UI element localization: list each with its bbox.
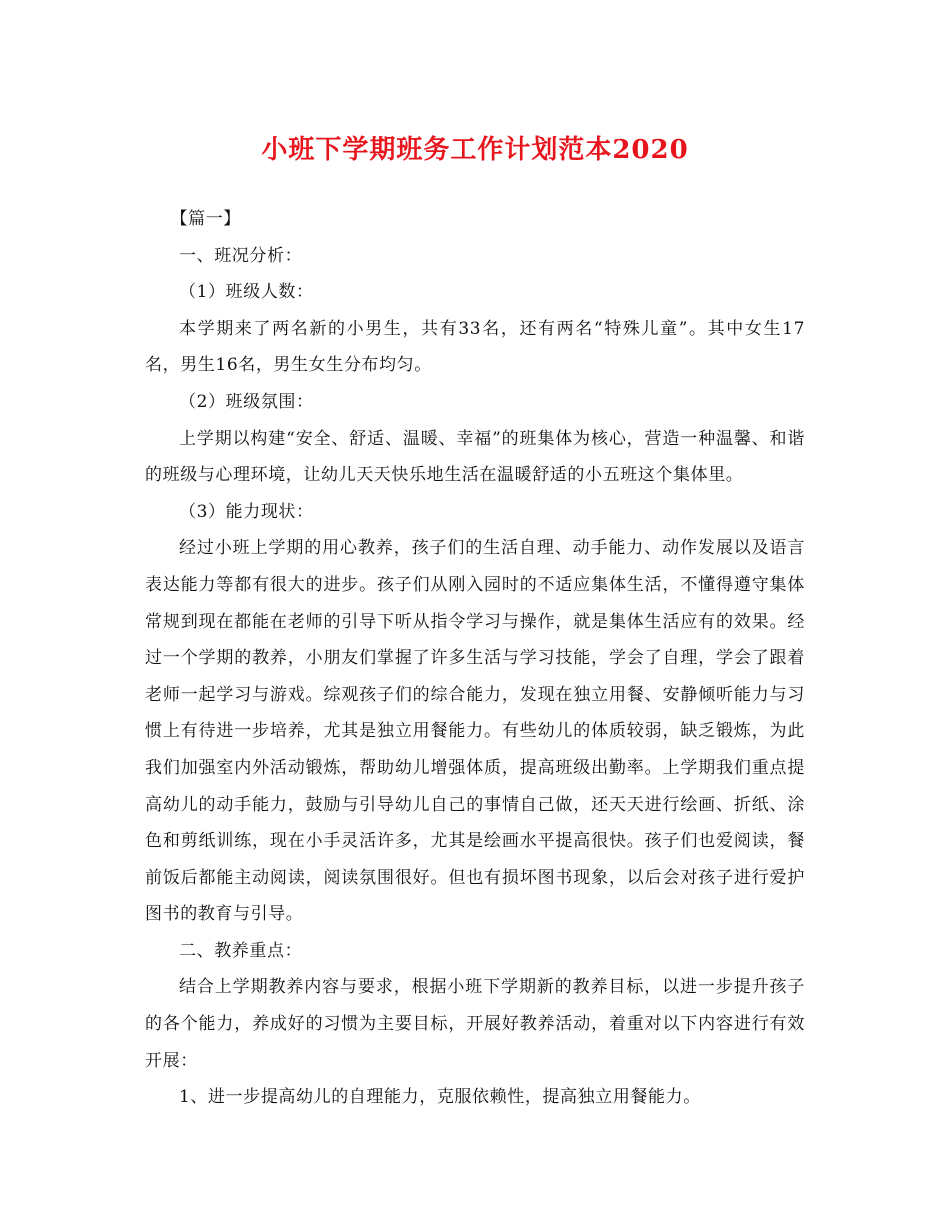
paragraph: 上学期以构建“安全、舒适、温暖、幸福”的班集体为核心，营造一种温馨、和谐的班级与心理环境，让幼儿天天快乐地生活在温暖舒适的小五班这个集体里。 xyxy=(145,428,805,486)
paragraph: 结合上学期教养内容与要求，根据小班下学期新的教养目标，以进一步提升孩子的各个能力，养成好的习惯为主要目标，开展好教养活动，着重对以下内容进行有效开展： xyxy=(145,977,805,1071)
list-item: 1、进一步提高幼儿的自理能力，克服依赖性，提高独立用餐能力。 xyxy=(179,1087,701,1108)
subsection-heading: （2）班级氛围： xyxy=(179,391,314,412)
document-body xyxy=(145,201,805,1116)
section-tag: 【篇一】 xyxy=(170,209,241,229)
section-heading: 二、教养重点： xyxy=(179,940,303,961)
subsection-heading: （1）班级人数： xyxy=(179,282,314,303)
subsection-heading: （3）能力现状： xyxy=(179,501,314,522)
paragraph: 本学期来了两名新的小男生，共有33名，还有两名“特殊儿童”。其中女生17名，男生16名，男生女生分布均匀。 xyxy=(145,318,805,376)
section-heading: 一、班况分析： xyxy=(179,245,303,266)
document-title: 小班下学期班务工作计划范本2020 xyxy=(261,135,689,165)
paragraph: 经过小班上学期的用心教养，孩子们的生活自理、动手能力、动作发展以及语言表达能力等都有很大的进步。孩子们从刚入园时的不适应集体生活，不懂得遵守集体常规到现在都能在老师的引导下听从指令学习与操作，就是集体生活应有的效果。经过一个学期的教养，小朋友们掌握了许多生活与学习技能，学会了自理，学会了跟着老师一起学习与游戏。综观孩子们的综合能力，发现在独立用餐、安静倾听能力与习惯上有待进一步培养，尤其是独立用餐能力。有些幼儿的体质较弱，缺乏锻炼，为此我们加强室内外活动锻炼，帮助幼儿增强体质，提高班级出勤率。上学期我们重点提高幼儿的动手能力，鼓励与引导幼儿自己的事情自己做，还天天进行绘画、折纸、涂色和剪纸训练，现在小手灵活许多，尤其是绘画水平提高很快。孩子们也爱阅读，餐前饭后都能主动阅读，阅读氛围很好。但也有损坏图书现象，以后会对孩子进行爱护图书的教育与引导。 xyxy=(145,538,805,925)
